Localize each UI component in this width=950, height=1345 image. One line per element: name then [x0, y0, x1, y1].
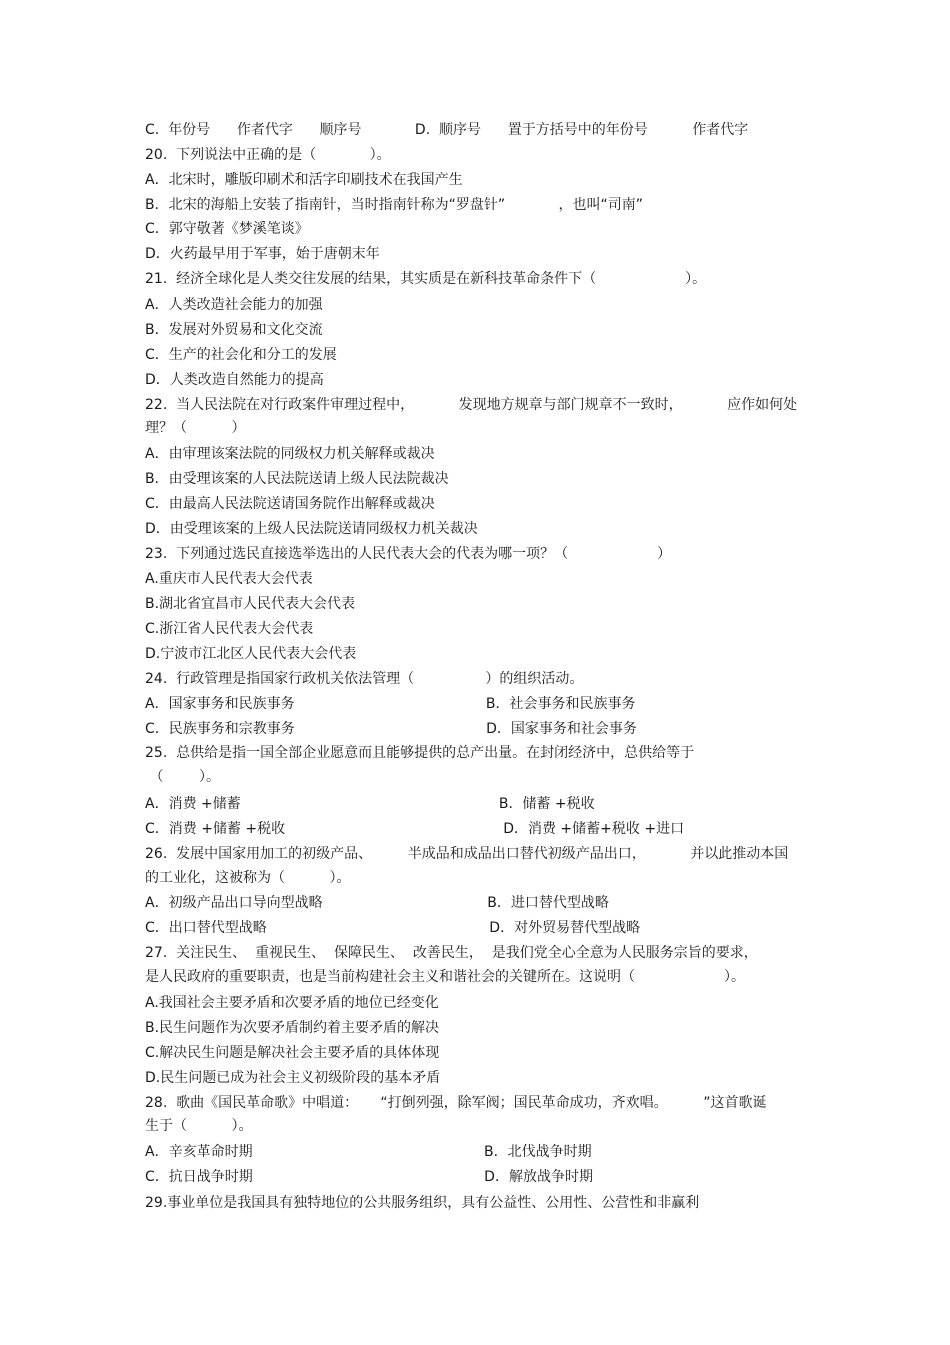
q21-option-d: D．人类改造自然能力的提高: [145, 372, 324, 388]
q23-option-c: C.浙江省人民代表大会代表: [145, 621, 314, 637]
q23-option-a: A.重庆市人民代表大会代表: [145, 571, 313, 587]
q28-stem-line1: 28. 歌曲《国民革命歌》中唱道： “打倒列强，除军阀；国民革命成功，齐欢唱。 ”这首歌诞: [145, 1095, 767, 1111]
q27-option-a: A.我国社会主要矛盾和次要矛盾的地位已经变化: [145, 995, 439, 1011]
q22-option-a: A．由审理该案法院的同级权力机关解释或裁决: [145, 446, 435, 462]
q27-stem-line2: 是人民政府的重要职责，也是当前构建社会主义和谐社会的关键所在。这说明（ ）。: [145, 969, 746, 985]
q25-stem-line1: 25. 总供给是指一国全部企业愿意而且能够提供的总产出量。在封闭经济中，总供给等于: [145, 745, 695, 761]
q20-option-c: C．郭守敬著《梦溪笔谈》: [145, 221, 309, 237]
q20-option-a: A．北宋时，雕版印刷术和活字印刷技术在我国产生: [145, 172, 463, 188]
q26-options-cd: C．出口替代型战略 D．对外贸易替代型战略: [145, 920, 641, 936]
q27-option-b: B.民生问题作为次要矛盾制约着主要矛盾的解决: [145, 1020, 440, 1036]
q23-option-d: D.宁波市江北区人民代表大会代表: [145, 646, 357, 662]
q26-stem-line2: 的工业化，这被称为（ ）。: [145, 870, 351, 886]
q25-stem-line2: （ ）。: [145, 769, 221, 785]
q19-options-cd: C. 年份号 作者代字 顺序号 D. 顺序号 置于方括号中的年份号 作者代字: [145, 122, 749, 138]
q25-options-cd: C．消费 +储蓄 +税收 D．消费 +储蓄+税收 +进口: [145, 821, 685, 837]
q24-options-cd: C．民族事务和宗教事务 D．国家事务和社会事务: [145, 721, 637, 737]
q22-option-c: C．由最高人民法院送请国务院作出解释或裁决: [145, 496, 435, 512]
q23-stem: 23. 下列通过选民直接选举选出的人民代表大会的代表为哪一项？（ ）: [145, 546, 672, 562]
q29-stem-line1: 29.事业单位是我国具有独特地位的公共服务组织，具有公益性、公用性、公营性和非赢利: [145, 1195, 700, 1211]
q24-stem: 24. 行政管理是指国家行政机关依法管理（ ）的组织活动。: [145, 671, 584, 687]
q22-stem-line1: 22. 当人民法院在对行政案件审理过程中， 发现地方规章与部门规章不一致时， 应作如何处: [145, 397, 798, 413]
q21-stem: 21. 经济全球化是人类交往发展的结果，其实质是在新科技革命条件下（ ）。: [145, 271, 707, 287]
q20-option-d: D．火药最早用于军事，始于唐朝末年: [145, 246, 380, 262]
q22-stem-line2: 理？（ ）: [145, 420, 246, 436]
q28-stem-line2: 生于（ ）。: [145, 1118, 253, 1134]
q26-stem-line1: 26. 发展中国家用加工的初级产品、 半成品和成品出口替代初级产品出口， 并以此推动本国: [145, 846, 789, 862]
q26-options-ab: A．初级产品出口导向型战略 B．进口替代型战略: [145, 895, 609, 911]
q21-option-b: B．发展对外贸易和文化交流: [145, 322, 323, 338]
q28-options-ab: A．辛亥革命时期 B．北伐战争时期: [145, 1144, 592, 1160]
q27-option-d: D.民生问题已成为社会主义初级阶段的基本矛盾: [145, 1070, 441, 1086]
q27-stem-line1: 27. 关注民生、 重视民生、 保障民生、 改善民生， 是我们党全心全意为人民服务宗旨的要求，: [145, 945, 758, 961]
q22-option-b: B．由受理该案的人民法院送请上级人民法院裁决: [145, 471, 449, 487]
q20-option-b: B．北宋的海船上安装了指南针，当时指南针称为“罗盘针” ，也叫“司南”: [145, 197, 644, 213]
q21-option-c: C．生产的社会化和分工的发展: [145, 347, 337, 363]
q27-option-c: C.解决民生问题是解决社会主要矛盾的具体体现: [145, 1045, 440, 1061]
q24-options-ab: A．国家事务和民族事务 B．社会事务和民族事务: [145, 696, 636, 712]
q21-option-a: A．人类改造社会能力的加强: [145, 297, 323, 313]
q20-stem: 20. 下列说法中正确的是（ ）。: [145, 147, 391, 163]
q23-option-b: B.湖北省宜昌市人民代表大会代表: [145, 596, 356, 612]
q22-option-d: D．由受理该案的上级人民法院送请同级权力机关裁决: [145, 521, 478, 537]
q28-options-cd: C．抗日战争时期 D．解放战争时期: [145, 1169, 593, 1185]
q25-options-ab: A．消费 +储蓄 B．储蓄 +税收: [145, 796, 595, 812]
